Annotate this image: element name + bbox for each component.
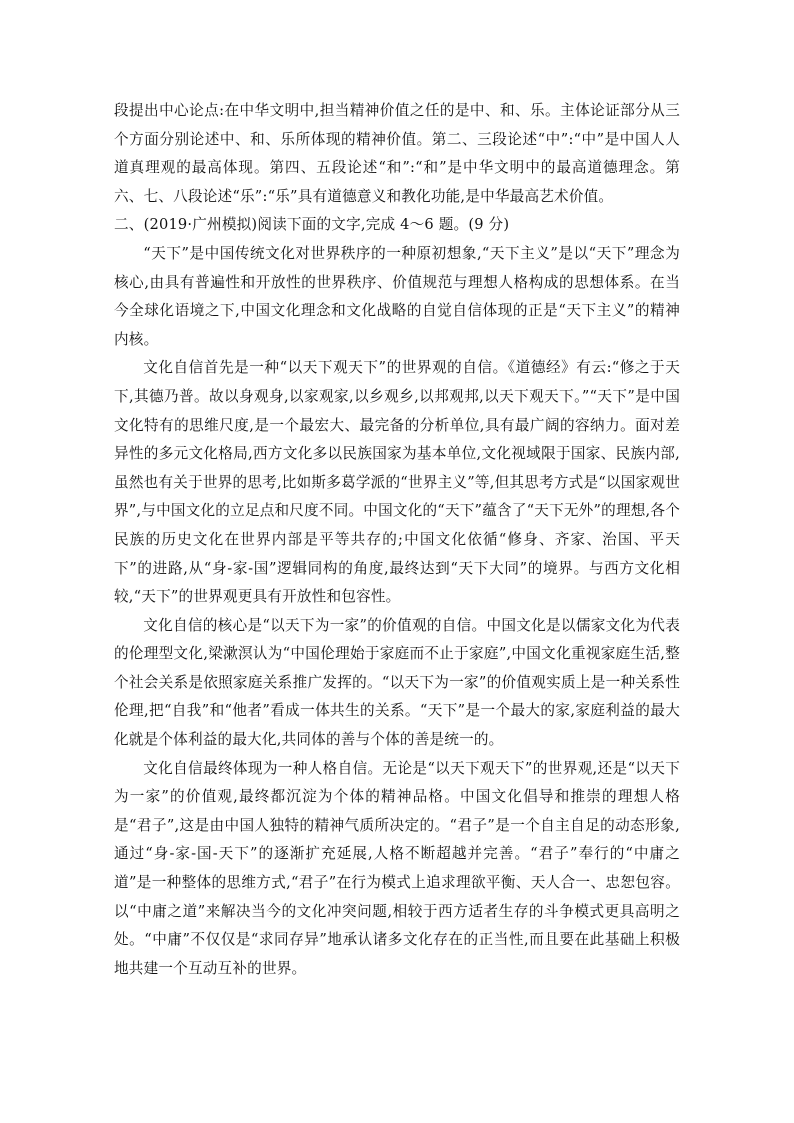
passage-paragraph-2: 文化自信首先是一种“以天下观天下”的世界观的自信。《道德经》有云:“修之于天下,其德乃普。故以身观身,以家观家,以乡观乡,以邦观邦,以天下观天下。”“天下”是中国文化特有的思维尺度,是一个最宏大、最完备的分析单位,具有最广阔的容纳力。面对差异性的多元文化格局,西方文化多以民族国家为基本单位,文化视域限于国家、民族内部,虽然也有关于世界的思考,比如斯多葛学派的“世界主义”等,但其思考方式是“以国家观世界”,与中国文化的立足点和尺度不同。中国文化的“天下”蕴含了“天下无外”的理想,各个民族的历史文化在世界内部是平等共存的;中国文化依循“修身、齐家、治国、平天下”的进路,从“身-家-国”逻辑同构的角度,最终达到“天下大同”的境界。与西方文化相较,“天下”的世界观更具有开放性和包容性。 [114, 359, 680, 606]
passage-paragraph-3: 文化自信的核心是“以天下为一家”的价值观的自信。中国文化是以儒家文化为代表的伦理型文化,梁漱溟认为“中国伦理始于家庭而不止于家庭”,中国文化重视家庭生活,整个社会关系是依照家庭关系推广发挥的。“以天下为一家”的价值观实质上是一种关系性伦理,把“自我”和“他者”看成一体共生的关系。“天下”是一个最大的家,家庭利益的最大化就是个体利益的最大化,共同体的善与个体的善是统一的。 [114, 616, 680, 749]
intro-paragraph: 段提出中心论点:在中华文明中,担当精神价值之任的是中、和、乐。主体论证部分从三个方面分别论述中、和、乐所体现的精神价值。第二、三段论述“中”:“中”是中国人人道真理观的最高体现。第四、五段论述“和”:“和”是中华文明中的最高道德理念。第六、七、八段论述“乐”:“乐”具有道德意义和教化功能,是中华最高艺术价值。 [114, 102, 680, 205]
document-page [114, 97, 680, 983]
passage-paragraph-1: “天下”是中国传统文化对世界秩序的一种原初想象,“天下主义”是以“天下”理念为核心,由具有普遍性和开放性的世界秩序、价值规范与理想人格构成的思想体系。在当今全球化语境之下,中国文化理念和文化战略的自觉自信体现的正是“天下主义”的精神内核。 [114, 244, 680, 348]
question-header: 二、(2019·广州模拟)阅读下面的文字,完成 4～6 题。(9 分) [114, 216, 510, 234]
passage-paragraph-4: 文化自信最终体现为一种人格自信。无论是“以天下观天下”的世界观,还是“以天下为一家”的价值观,最终都沉淀为个体的精神品格。中国文化倡导和推崇的理想人格是“君子”,这是由中国人独特的精神气质所决定的。“君子”是一个自主自足的动态形象,通过“身-家-国-天下”的逐渐扩充延展,人格不断超越并完善。“君子”奉行的“中庸之道”是一种整体的思维方式,“君子”在行为模式上追求理欲平衡、天人合一、忠恕包容。以“中庸之道”来解决当今的文化冲突问题,相较于西方适者生存的斗争模式更具高明之处。“中庸”不仅仅是“求同存异”地承认诸多文化存在的正当性,而且要在此基础上积极地共建一个互动互补的世界。 [114, 759, 680, 977]
